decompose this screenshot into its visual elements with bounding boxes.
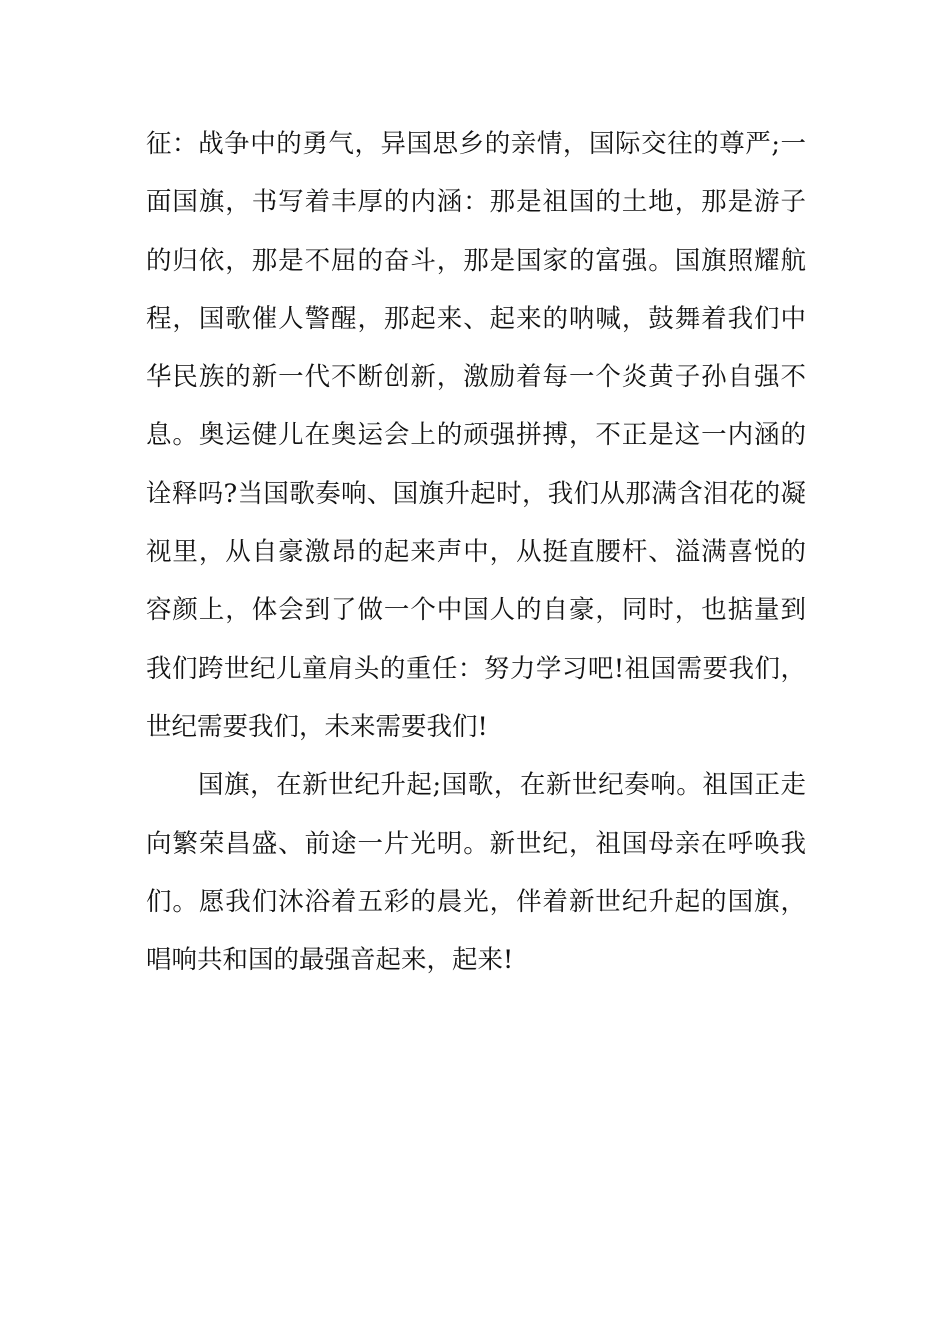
text-line: 向繁荣昌盛、前途一片光明。新世纪，祖国母亲在呼唤我: [146, 828, 806, 859]
paragraph-1: [146, 120, 806, 761]
body-text: [146, 120, 806, 994]
text-line: 们。愿我们沐浴着五彩的晨光，伴着新世纪升起的国旗，: [146, 886, 806, 917]
text-line: 诠释吗?当国歌奏响、国旗升起时，我们从那满含泪花的凝: [146, 478, 806, 509]
text-line: 面国旗，书写着丰厚的内涵：那是祖国的土地，那是游子: [146, 187, 806, 218]
text-line: 程，国歌催人警醒，那起来、起来的呐喊，鼓舞着我们中: [146, 303, 806, 334]
paragraph-2: [146, 761, 806, 994]
text-line: 世纪需要我们，未来需要我们!: [146, 711, 488, 742]
text-line: 容颜上，体会到了做一个中国人的自豪，同时，也掂量到: [146, 595, 806, 626]
text-line: 国旗，在新世纪升起;国歌，在新世纪奏响。祖国正走: [198, 770, 806, 801]
text-line: 息。奥运健儿在奥运会上的顽强拼搏，不正是这一内涵的: [146, 420, 806, 451]
text-line: 征：战争中的勇气，异国思乡的亲情，国际交往的尊严;一: [146, 129, 806, 159]
text-line: 华民族的新一代不断创新，激励着每一个炎黄子孙自强不: [146, 362, 806, 393]
text-line: 的归依，那是不屈的奋斗，那是国家的富强。国旗照耀航: [146, 245, 806, 276]
text-line: 我们跨世纪儿童肩头的重任：努力学习吧!祖国需要我们，: [146, 653, 806, 684]
text-line: 视里，从自豪激昂的起来声中，从挺直腰杆、溢满喜悦的: [146, 537, 806, 568]
text-line: 唱响共和国的最强音起来，起来!: [146, 945, 514, 976]
